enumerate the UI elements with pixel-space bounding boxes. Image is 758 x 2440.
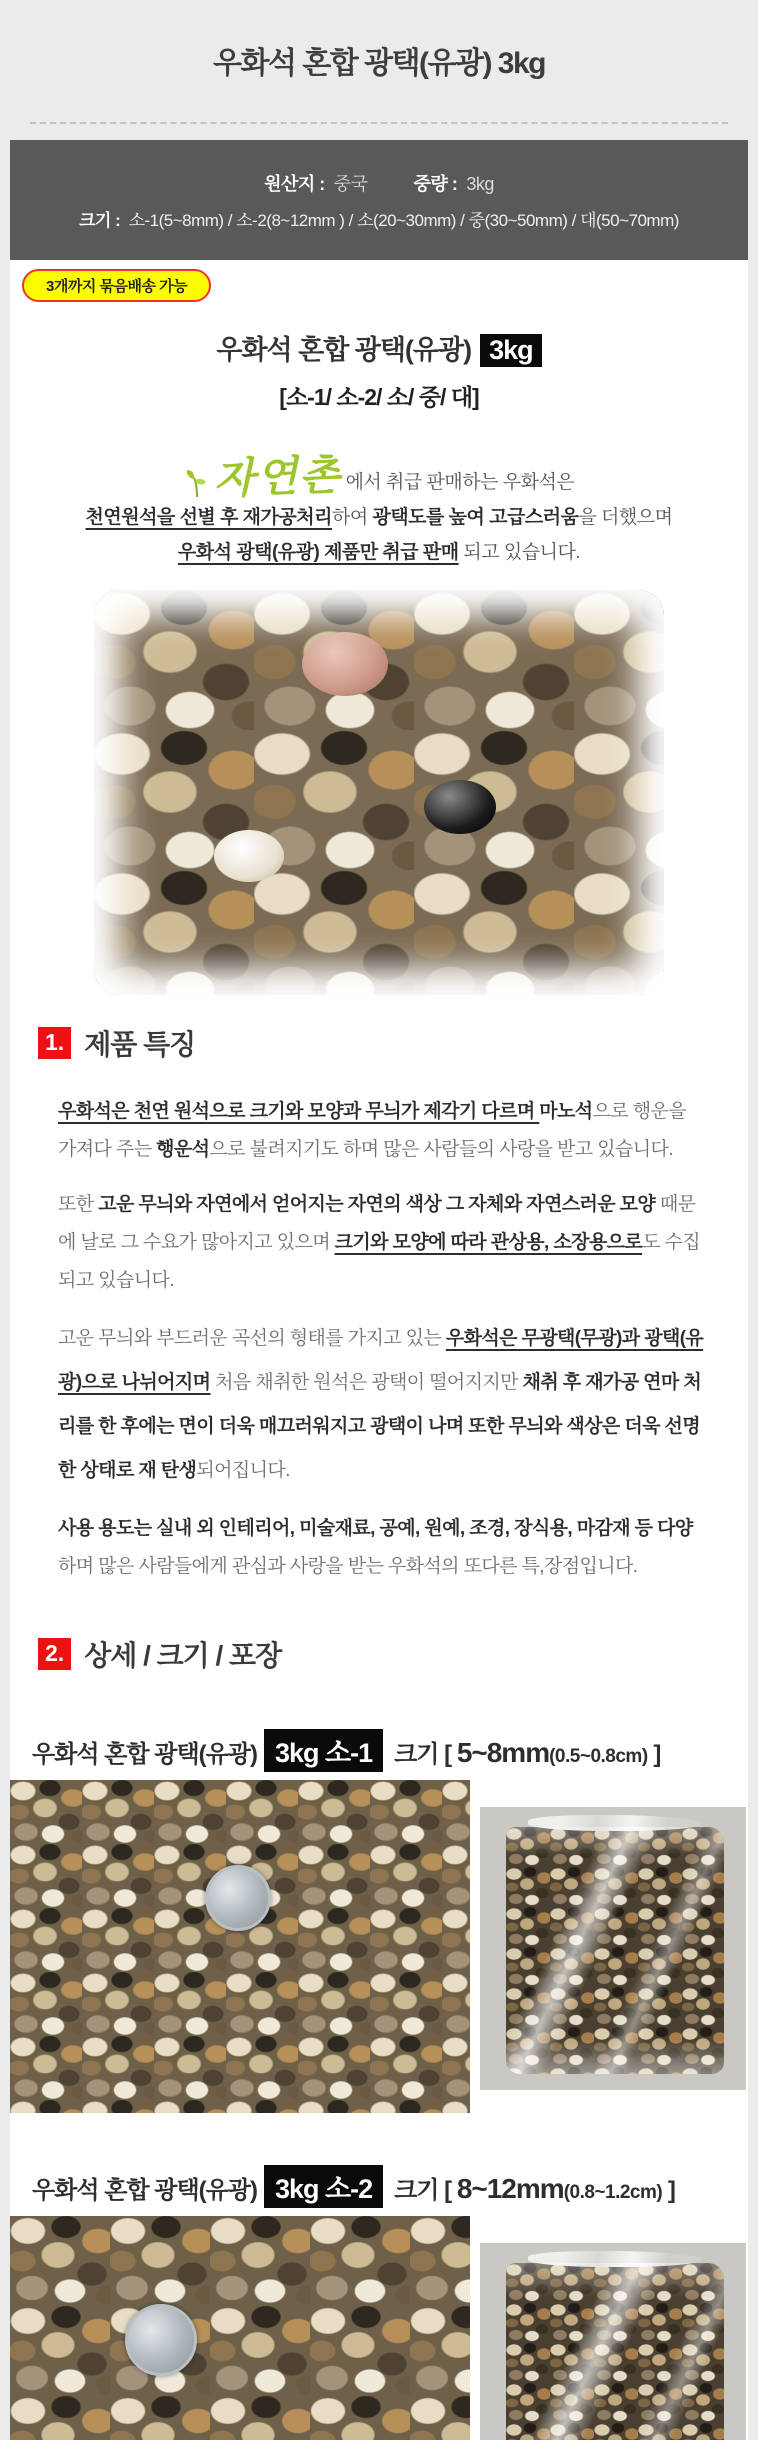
intro-line2-bold: 광택도를 높여 고급스러움	[372, 507, 579, 528]
sub1-size-close: ]	[647, 1741, 661, 1768]
pebble-accent-white	[214, 830, 284, 882]
sub1-badge: 3kg 소-1	[264, 1729, 383, 1772]
p4-regular: 하며 많은 사람들에게 관심과 사랑을 받는 우화석의 또다른 특,장점입니다.	[58, 1556, 638, 1577]
content-card	[10, 140, 748, 2440]
main-product-photo	[94, 590, 664, 995]
intro-line2-regular1: 하여	[331, 507, 373, 528]
plastic-bag	[506, 2263, 724, 2440]
weight-field	[414, 170, 494, 196]
sub1-title: 우화석 혼합 광택(유광)	[32, 1741, 257, 1768]
p3-regular1: 고운 무늬와 부드러운 곡선의 형태를 가지고 있는	[58, 1328, 446, 1349]
brand-name: 자연촌	[213, 450, 343, 503]
weight-value: 3kg	[466, 173, 494, 194]
sub2-size-big: 8~12mm	[456, 2173, 564, 2204]
p3-regular2: 처음 채취한 원석은 광택이 떨어지지만	[210, 1372, 523, 1393]
intro-line1: 에서 취급 판매하는 우화석은	[345, 472, 575, 493]
product-title-line	[10, 328, 748, 367]
p3-underlined: 우화석은 무광택(무광)과 광택(유광)으로 나뉘어지며	[58, 1328, 704, 1393]
sprout-icon	[184, 468, 210, 498]
page-title: 우화석 혼합 광택(유광) 3kg	[213, 47, 545, 80]
origin-label: 원산지 :	[264, 173, 325, 194]
intro-line3-underlined: 우화석 광택(유광) 제품만 취급 판매	[177, 542, 459, 563]
section1-heading	[38, 1023, 748, 1063]
p2-regular1: 또한	[58, 1194, 99, 1215]
size-label: 크기 :	[79, 210, 121, 230]
coin-scale-reference	[125, 2304, 197, 2376]
bundle-shipping-badge: 3개까지 묶음배송 가능	[22, 269, 211, 302]
p1-bold1: 마노석	[539, 1101, 593, 1122]
sub1-bag-photo	[480, 1807, 746, 2090]
section2-heading	[38, 1634, 748, 1674]
sub2-size-small: (0.8~1.2cm)	[563, 2182, 663, 2203]
feature-paragraph-3	[58, 1317, 708, 1493]
section2-title: 상세 / 크기 / 포장	[84, 1640, 282, 1671]
section1-number-badge: 1.	[38, 1027, 71, 1058]
sub2-size-close: ]	[662, 2177, 675, 2204]
sub1-size-big: 5~8mm	[456, 1737, 550, 1768]
feature-paragraph-4	[58, 1510, 708, 1586]
intro-line2	[10, 502, 748, 533]
info-line-size	[79, 206, 679, 231]
p2-regular2: 때문에 날로 그 수요가 많아지고 있으며	[58, 1194, 696, 1253]
p4-bold: 사용 용도는 실내 외 인테리어, 미술재료, 공예, 원예, 조경, 장식용, 마감재 등 다양	[58, 1518, 693, 1539]
intro-line2-underlined: 천연원석을 선별 후 재가공처리	[85, 507, 332, 528]
coin-scale-reference	[205, 1865, 271, 1931]
pebble-accent-black	[424, 780, 496, 834]
brand-line	[10, 444, 748, 503]
p1-underlined: 우화석은 천연 원석으로 크기와 모양과 무늬가 제각기 다르며	[58, 1101, 540, 1122]
product-title-text: 우화석 혼합 광택(유광)	[216, 335, 472, 365]
p2-underlined: 크기와 모양에 따라 관상용, 소장용으로	[334, 1232, 643, 1253]
intro-block	[10, 444, 748, 568]
intro-line3-regular: 되고 있습니다.	[458, 542, 581, 563]
feature-paragraph-2	[58, 1186, 708, 1300]
product-options: [소-1/ 소-2/ 소/ 중/ 대]	[279, 384, 479, 410]
weight-badge: 3kg	[480, 334, 542, 367]
p1-bold2: 행운석	[156, 1139, 210, 1160]
info-line-origin-weight	[264, 170, 494, 196]
p3-regular3: 되어집니다.	[196, 1460, 290, 1481]
sub2-header	[32, 2165, 748, 2208]
sub2-photo-row	[10, 2216, 748, 2440]
p1-regular1: 으로 행운을 가져다 주는	[58, 1101, 687, 1160]
sub2-pebbles-photo	[10, 2216, 470, 2440]
bundle-badge-row	[10, 260, 748, 302]
feature-paragraphs	[58, 1093, 708, 1586]
sub2-badge: 3kg 소-2	[264, 2165, 383, 2208]
page-header	[0, 0, 758, 82]
weight-label: 중량 :	[413, 173, 458, 194]
sub1-size-label: 크기 [	[394, 1741, 457, 1768]
p2-bold: 고운 무늬와 자연에서 얻어지는 자연의 색상 그 자체와 자연스러운 모양	[98, 1194, 656, 1215]
pebble-accent-pink	[302, 632, 388, 696]
plastic-bag	[506, 1827, 724, 2074]
p3-bold: 채취 후 재가공 연마 처리를 한 후에는 면이 더욱 매끄러워지고 광택이 나며 또한 무늬와 색상은 더욱 선명한 상태로 재 탄생	[58, 1372, 702, 1481]
sub2-bag-photo	[480, 2243, 746, 2440]
dashed-divider	[30, 122, 728, 124]
origin-value: 중국	[333, 173, 368, 194]
intro-line2-regular2: 을 더했으며	[578, 507, 673, 528]
intro-line3	[10, 537, 748, 568]
product-info-box	[10, 140, 748, 260]
sub1-size-small: (0.5~0.8cm)	[549, 1746, 648, 1767]
feature-paragraph-1	[58, 1093, 708, 1169]
p2-regular3: 도 수집 되고 있습니다.	[58, 1232, 701, 1291]
sub1-header	[32, 1729, 748, 1772]
section1-title: 제품 특징	[84, 1029, 196, 1060]
p1-regular2: 으로 불려지기도 하며 많은 사람들의 사랑을 받고 있습니다.	[209, 1139, 673, 1160]
origin-field	[264, 170, 367, 196]
sub2-size-label: 크기 [	[394, 2177, 457, 2204]
sub1-photo-row	[10, 1780, 748, 2113]
size-value: 소-1(5~8mm) / 소-2(8~12mm ) / 소(20~30mm) / 중(30~50mm) / 대(50~70mm)	[128, 210, 679, 230]
sub2-title: 우화석 혼합 광택(유광)	[32, 2177, 257, 2204]
section2-number-badge: 2.	[38, 1638, 71, 1669]
sub1-pebbles-photo	[10, 1780, 470, 2113]
